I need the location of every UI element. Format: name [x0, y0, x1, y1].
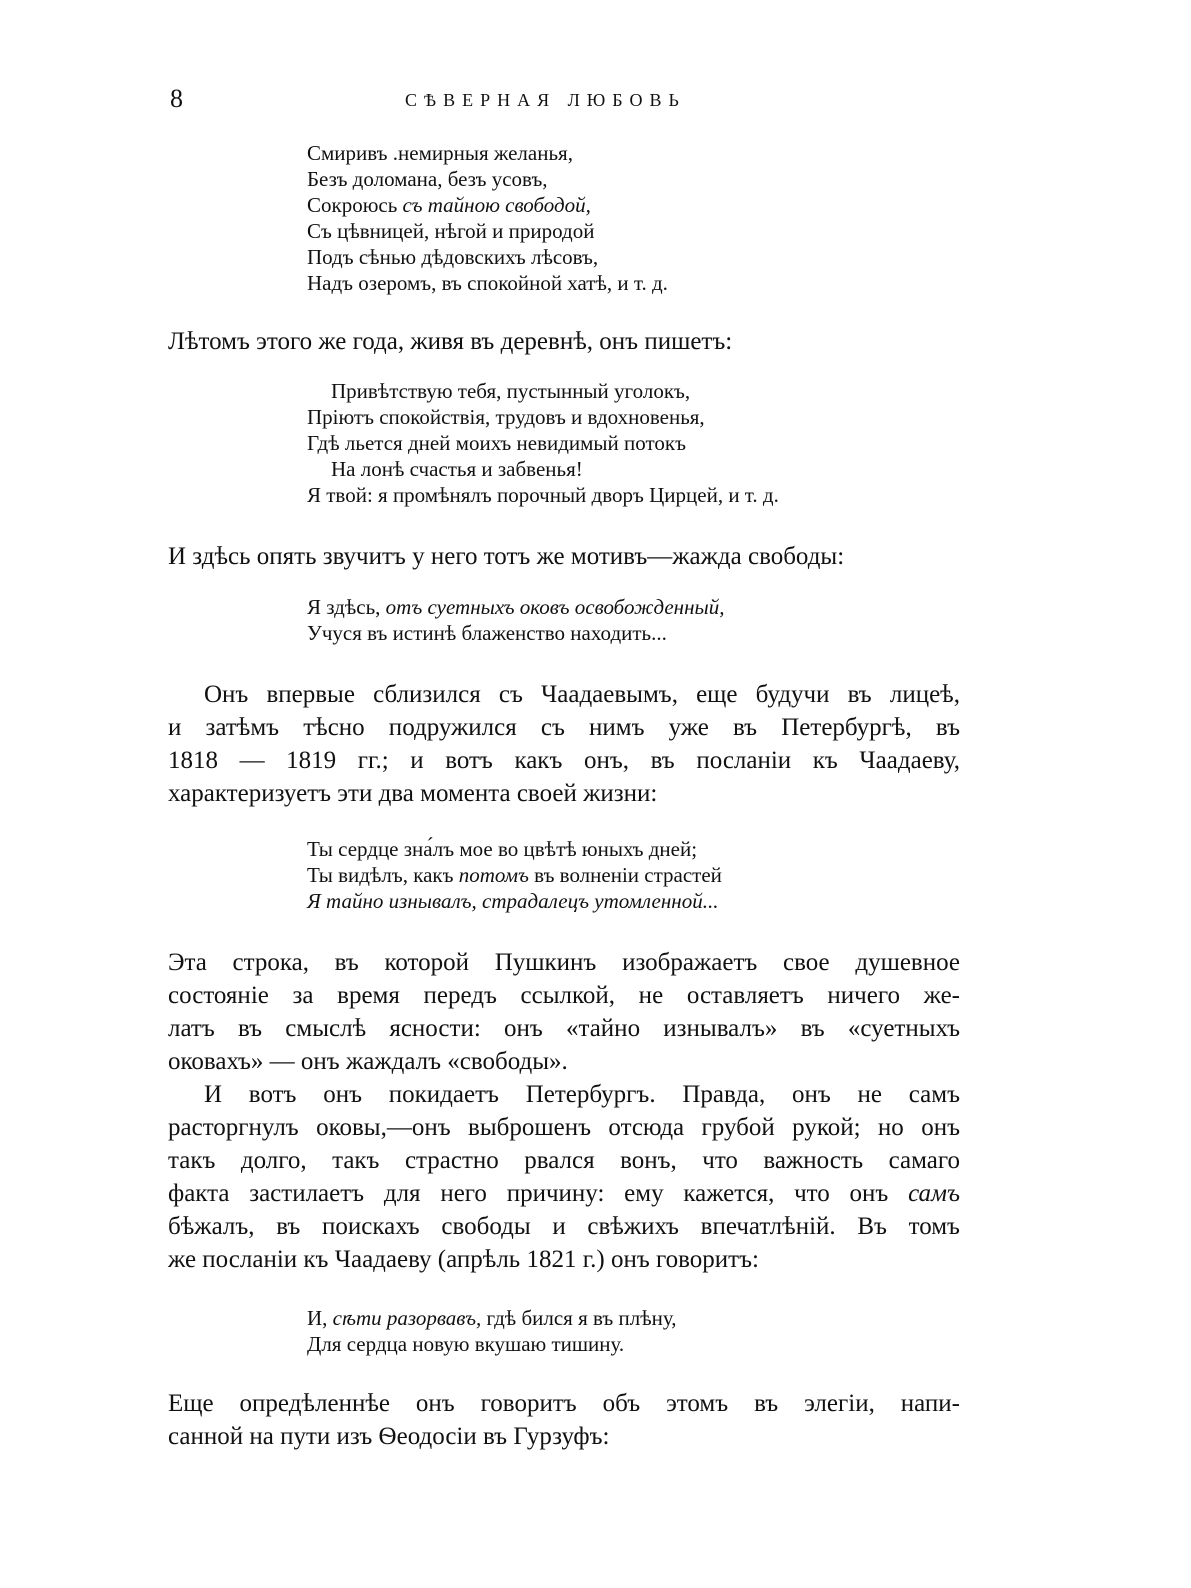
verse-block-5 [307, 1305, 677, 1357]
prose-line: Онъ впервые сблизился съ Чаадаевымъ, еще будучи въ лицеѣ, [204, 681, 960, 708]
italic-emphasis: сѣти разорвавъ, [332, 1306, 482, 1330]
prose-line: и затѣмъ тѣсно подружился съ нимъ уже въ Петербургѣ, въ [168, 714, 960, 741]
paragraph-3 [168, 678, 960, 810]
prose-line: же посланіи къ Чаадаеву (апрѣль 1821 г.) онъ говоритъ: [168, 1246, 759, 1273]
verse-line: Смиривъ .немирныя желанья, [307, 141, 573, 165]
verse-line: Я здѣсь, отъ суетныхъ оковъ освобожденный, [307, 595, 725, 619]
prose-line: оковахъ» — онъ жаждалъ «свободы». [168, 1048, 568, 1075]
page-header [0, 84, 1191, 118]
verse-line: Для сердца новую вкушаю тишину. [307, 1332, 625, 1356]
prose-line: латъ въ смыслѣ ясности: онъ «тайно изнывалъ» въ «суетныхъ [168, 1015, 960, 1042]
italic-emphasis: Я тайно изнывалъ, страдалецъ утомленной... [307, 889, 719, 913]
prose-line: И вотъ онъ покидаетъ Петербургъ. Правда, онъ не самъ [204, 1081, 960, 1108]
paragraph-4 [168, 946, 960, 1078]
verse-block-1 [307, 140, 668, 296]
italic-emphasis: съ тайною свободой, [402, 193, 591, 217]
verse-block-2 [307, 378, 779, 508]
page-number: 8 [170, 84, 183, 113]
prose-line: Эта строка, въ которой Пушкинъ изображаетъ свое душевное [168, 949, 960, 976]
verse-block-4 [307, 836, 722, 914]
italic-emphasis: потомъ [458, 863, 529, 887]
running-title: СѢВЕРНАЯ ЛЮБОВЬ [405, 90, 686, 110]
prose-line: Лѣтомъ этого же года, живя въ деревнѣ, онъ пишетъ: [168, 328, 733, 355]
verse-line: Ты видѣлъ, какъ потомъ въ волненіи страстей [307, 863, 722, 887]
prose-line: бѣжалъ, въ поискахъ свободы и свѣжихъ впечатлѣній. Въ томъ [168, 1213, 960, 1240]
verse-line: Сокроюсь съ тайною свободой, [307, 193, 591, 217]
verse-line: И, сѣти разорвавъ, гдѣ бился я въ плѣну, [307, 1306, 677, 1330]
verse-line [307, 888, 722, 914]
prose-line: факта застилаетъ для него причину: ему кажется, что онъ самъ [168, 1180, 960, 1207]
paragraph-5 [168, 1078, 960, 1276]
prose-line: 1818 — 1819 гг.; и вотъ какъ онъ, въ посланіи къ Чаадаеву, [168, 747, 960, 774]
verse-line: Съ цѣвницей, нѣгой и природой [307, 219, 595, 243]
verse-line: Безъ доломана, безъ усовъ, [307, 167, 548, 191]
verse-line: Надъ озеромъ, въ спокойной хатѣ, и т. д. [307, 271, 668, 295]
prose-line: расторгнулъ оковы,—онъ выброшенъ отсюда грубой рукой; но онъ [168, 1114, 960, 1141]
verse-line: Я твой: я промѣнялъ порочный дворъ Цирцей, и т. д. [307, 483, 779, 507]
prose-line: санной на пути изъ Ѳеодосіи въ Гурзуфъ: [168, 1423, 610, 1450]
prose-line: Еще опредѣленнѣе онъ говоритъ объ этомъ въ элегіи, напи- [168, 1390, 960, 1417]
prose-line: такъ долго, такъ страстно рвался вонъ, что важность самаго [168, 1147, 960, 1174]
verse-line: Подъ сѣнью дѣдовскихъ лѣсовъ, [307, 245, 599, 269]
prose-line: И здѣсь опять звучитъ у него тотъ же мотивъ—жажда свободы: [168, 543, 845, 570]
verse-line: Ты сердце зна́лъ мое во цвѣтѣ юныхъ дней; [307, 837, 698, 861]
verse-block-3 [307, 594, 724, 646]
paragraph-1 [168, 325, 960, 358]
verse-line: Пріютъ спокойствія, трудовъ и вдохновенья, [307, 405, 705, 429]
paragraph-6 [168, 1387, 960, 1453]
prose-line: характеризуетъ эти два момента своей жизни: [168, 780, 658, 807]
prose-line: состояніе за время передъ ссылкой, не оставляетъ ничего же- [168, 982, 960, 1009]
verse-line: На лонѣ счастья и забвенья! [331, 457, 583, 481]
italic-emphasis: самъ [908, 1180, 960, 1207]
italic-emphasis: отъ суетныхъ оковъ освобожденный, [385, 595, 725, 619]
verse-line: Учуся въ истинѣ блаженство находить... [307, 621, 667, 645]
paragraph-2 [168, 540, 960, 573]
verse-line: Привѣтствую тебя, пустынный уголокъ, [331, 379, 691, 403]
verse-line: Гдѣ льется дней моихъ невидимый потокъ [307, 431, 686, 455]
